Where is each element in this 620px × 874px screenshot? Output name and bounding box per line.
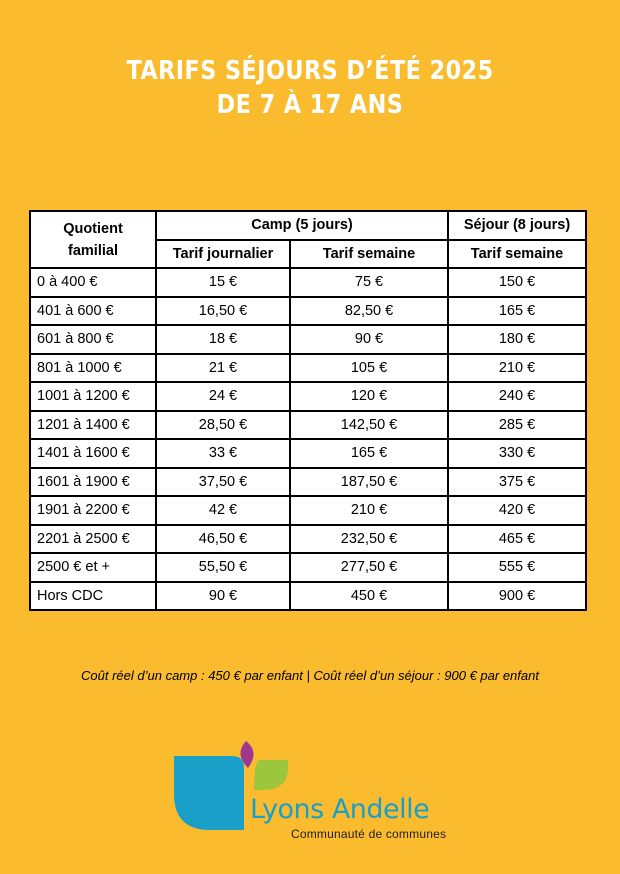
cell-camp-tarif-semaine: 142,50 € [290,411,448,440]
cell-sejour-tarif-semaine: 150 € [448,268,586,297]
table-row [30,525,586,554]
cell-camp-tarif-semaine: 105 € [290,354,448,383]
cell-sejour-tarif-semaine: 555 € [448,553,586,582]
table-row [30,354,586,383]
header-sejour-tarif-semaine: Tarif semaine [448,240,586,269]
cell-camp-tarif-journalier: 16,50 € [156,297,290,326]
cell-sejour-tarif-semaine: 900 € [448,582,586,611]
page-title [0,54,620,122]
cell-camp-tarif-journalier: 21 € [156,354,290,383]
table-row [30,439,586,468]
logo-brand-name: Lyons Andelle [250,794,430,825]
cell-quotient: 1601 à 1900 € [30,468,156,497]
cell-camp-tarif-journalier: 37,50 € [156,468,290,497]
cell-sejour-tarif-semaine: 180 € [448,325,586,354]
logo-green-leaf [254,760,288,790]
cell-quotient: 2500 € et + [30,553,156,582]
cell-camp-tarif-semaine: 210 € [290,496,448,525]
cell-camp-tarif-semaine: 187,50 € [290,468,448,497]
cell-camp-tarif-semaine: 82,50 € [290,297,448,326]
cell-camp-tarif-semaine: 450 € [290,582,448,611]
cell-camp-tarif-semaine: 232,50 € [290,525,448,554]
cell-camp-tarif-journalier: 28,50 € [156,411,290,440]
table-row [30,553,586,582]
cell-camp-tarif-journalier: 42 € [156,496,290,525]
table-row [30,468,586,497]
cell-sejour-tarif-semaine: 285 € [448,411,586,440]
logo-subtitle: Communauté de communes [291,827,447,841]
cell-quotient: 1201 à 1400 € [30,411,156,440]
table-row [30,411,586,440]
cell-sejour-tarif-semaine: 210 € [448,354,586,383]
cell-quotient: Hors CDC [30,582,156,611]
cell-camp-tarif-semaine: 277,50 € [290,553,448,582]
cell-camp-tarif-semaine: 75 € [290,268,448,297]
cell-quotient: 0 à 400 € [30,268,156,297]
cell-sejour-tarif-semaine: 375 € [448,468,586,497]
cell-sejour-tarif-semaine: 165 € [448,297,586,326]
title-line-1: TARIFS SÉJOURS D’ÉTÉ 2025 [126,56,494,86]
cell-camp-tarif-journalier: 46,50 € [156,525,290,554]
cell-quotient: 601 à 800 € [30,325,156,354]
tariff-table [29,210,587,611]
title-line-2: DE 7 À 17 ANS [216,90,404,120]
cell-camp-tarif-semaine: 165 € [290,439,448,468]
cell-camp-tarif-journalier: 90 € [156,582,290,611]
header-camp: Camp (5 jours) [156,211,448,240]
header-quotient: Quotient familial [30,211,156,268]
cell-camp-tarif-semaine: 90 € [290,325,448,354]
cell-camp-tarif-journalier: 33 € [156,439,290,468]
table-row [30,382,586,411]
cell-sejour-tarif-semaine: 465 € [448,525,586,554]
table-row [30,268,586,297]
logo-blue-shape [174,756,244,830]
table-row [30,496,586,525]
cell-quotient: 401 à 600 € [30,297,156,326]
cell-sejour-tarif-semaine: 330 € [448,439,586,468]
cell-quotient: 1401 à 1600 € [30,439,156,468]
cell-camp-tarif-journalier: 18 € [156,325,290,354]
table-row [30,297,586,326]
cell-camp-tarif-journalier: 55,50 € [156,553,290,582]
cell-quotient: 801 à 1000 € [30,354,156,383]
cell-quotient: 1001 à 1200 € [30,382,156,411]
cell-quotient: 2201 à 2500 € [30,525,156,554]
cell-sejour-tarif-semaine: 420 € [448,496,586,525]
table-row [30,582,586,611]
cell-sejour-tarif-semaine: 240 € [448,382,586,411]
table-row [30,325,586,354]
cell-camp-tarif-journalier: 15 € [156,268,290,297]
cell-camp-tarif-semaine: 120 € [290,382,448,411]
header-camp-tarif-journalier: Tarif journalier [156,240,290,269]
header-camp-tarif-semaine: Tarif semaine [290,240,448,269]
cost-note: Coût réel d’un camp : 450 € par enfant | Coût réel d’un séjour : 900 € par enfant [81,668,539,683]
cell-quotient: 1901 à 2200 € [30,496,156,525]
header-sejour: Séjour (8 jours) [448,211,586,240]
cell-camp-tarif-journalier: 24 € [156,382,290,411]
